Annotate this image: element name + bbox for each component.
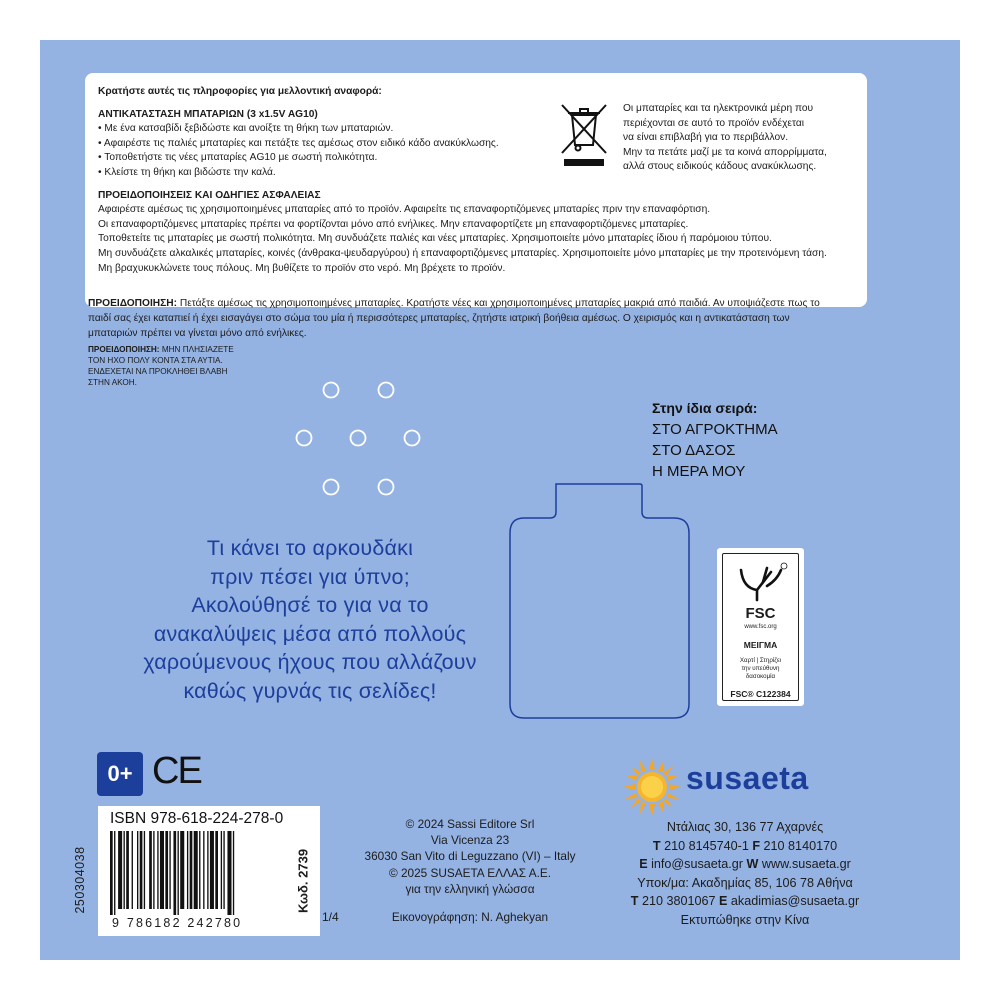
speaker-holes	[290, 380, 430, 500]
barcode-bar	[194, 831, 198, 909]
barcode-bar	[187, 831, 188, 909]
barcode-bar	[126, 831, 129, 909]
hearing-warning-line: ΣΤΗΝ ΑΚΟΗ.	[88, 378, 137, 387]
sound-module-outline	[508, 482, 691, 720]
barcode-bar	[114, 831, 115, 915]
side-code-text: 250304038	[73, 846, 87, 914]
book-description	[120, 534, 500, 705]
barcode-bar	[210, 831, 214, 909]
barcode-bar	[132, 831, 133, 909]
hearing-warning-line: ΜΗΝ ΠΛΗΣΙΑΖΕΤΕ	[159, 345, 234, 354]
fsc-tree-icon	[737, 562, 789, 602]
barcode-bar	[203, 831, 204, 909]
back-cover	[40, 40, 960, 960]
fsc-label	[717, 548, 804, 706]
battery-step: • Αφαιρέστε τις παλιές μπαταρίες και πετάξτε τες αμέσως στον ειδικό κάδο ανακύκλωσης.	[98, 137, 499, 149]
age-badge: 0+	[97, 752, 143, 796]
fsc-desc-line: Χαρτί | Στηρίζει	[739, 657, 782, 664]
battery-step: • Με ένα κατσαβίδι ξεβιδώστε και ανοίξτε τη θήκη των μπαταριών.	[98, 123, 394, 135]
description-line: καθώς γυρνάς τις σελίδες!	[183, 678, 437, 703]
barcode-bar	[221, 831, 222, 909]
warning-label: ΠΡΟΕΙΔΟΠΟΙΗΣΗ:	[88, 298, 178, 309]
hearing-warning-label: ΠΡΟΕΙΔΟΠΟΙΗΣΗ:	[88, 345, 160, 354]
fsc-mix: ΜΕΙΓΜΑ	[743, 640, 778, 650]
web-label: W	[746, 857, 759, 871]
barcode-panel	[98, 806, 320, 936]
copyright	[350, 816, 590, 897]
safety-title: ΠΡΟΕΙΔΟΠΟΙΗΣΕΙΣ ΚΑΙ ΟΔΗΓΙΕΣ ΑΣΦΑΛΕΙΑΣ	[98, 189, 321, 201]
branch-email: akadimias@susaeta.gr	[727, 894, 860, 908]
product-code-text: Κωδ. 2739	[295, 848, 311, 914]
barcode-bar	[160, 831, 164, 909]
barcode-bar	[223, 831, 224, 909]
branch-phone: 210 3801067	[638, 894, 720, 908]
crossed-bin-icon	[558, 101, 610, 167]
barcode-bar	[140, 831, 143, 909]
hearing-warning	[88, 344, 318, 388]
side-code	[70, 820, 90, 940]
barcode-bar	[165, 831, 168, 909]
recycle-notice	[623, 102, 835, 175]
email-label: E	[639, 857, 648, 871]
barcode-bar	[215, 831, 218, 909]
sun-logo-icon	[623, 758, 681, 816]
safety-line: Μη συνδυάζετε αλκαλικές μπαταρίες, κοινές (άνθρακα-ψευδαργύρου) ή επαναφορτιζόμενες μπαταρίες. Χρησιμοποιείτε μόνο μπαταρίες με την προτεινόμενη τάση.	[98, 247, 827, 259]
phone-line	[580, 837, 910, 856]
hearing-warning-line: ΤΟΝ ΗΧΟ ΠΟΛΥ ΚΟΝΤΑ ΣΤΑ ΑΥΤΙΑ.	[88, 356, 223, 365]
fax: 210 8140170	[760, 838, 838, 853]
fsc-code: FSC® C122384	[730, 689, 791, 699]
ce-mark: CE	[152, 750, 201, 792]
email: info@susaeta.gr	[647, 857, 747, 871]
website: www.susaeta.gr	[758, 857, 851, 871]
page-ratio: 1/4	[322, 910, 339, 924]
barcode-bar	[118, 831, 122, 909]
description-line: Τι κάνει το αρκουδάκι	[206, 536, 414, 560]
battery-step: • Τοποθετήστε τις νέες μπαταρίες AG10 με σωστή πολικότητα.	[98, 152, 378, 164]
copyright-line: Via Vicenza 23	[430, 833, 510, 848]
branch-line	[580, 892, 910, 911]
description-line: πριν πέσει για ύπνο;	[210, 564, 410, 589]
barcode	[106, 831, 286, 915]
battery-warning	[88, 296, 840, 341]
fsc-site: www.fsc.org	[744, 624, 777, 630]
recycle-line: Μην τα πετάτε μαζί με τα κοινά απορρίμματα,	[623, 146, 827, 158]
copyright-line: για την ελληνική γλώσσα	[405, 881, 535, 896]
branch-address: Υποκ/μα: Ακαδημίας 85, 106 78 Αθήνα	[637, 875, 853, 890]
barcode-bar	[233, 831, 234, 915]
barcode-bar	[190, 831, 193, 909]
safety-line: Οι επαναφορτιζόμενες μπαταρίες πρέπει να φορτίζονται μόνο από ενήλικες. Μην επαναφορτίζετε μη επαναφορτιζόμενες μπαταρίες.	[98, 218, 689, 230]
safety-line: Μη βραχυκυκλώνετε τους πόλους. Μη βυθίζετε το προϊόν στο νερό. Μη βρέχετε το προϊόν.	[98, 262, 506, 274]
warning-text: Πετάξτε αμέσως τις χρησιμοποιημένες μπαταρίες. Κρατήστε νέες και χρησιμοποιημένες μπαταρίες μακριά από παιδιά. Αν υποψιάζεστε πως το παιδί σας έχει καταπιεί ή έχει εισαγάγει στο σώμα του μία ή περισσότερες μπαταρίες, ζητήστε ιατρική βοήθεια αμέσως. Ο χειρισμός και η αντικατάσταση των μπαταριών πρέπει να γίνεται μόνο από ενήλικες.	[88, 298, 820, 339]
recycle-line: περιέχονται σε αυτό το προϊόν ενδέχεται	[623, 117, 804, 129]
description-line: ανακαλύψεις μέσα από πολλούς	[153, 621, 467, 646]
barcode-bar	[157, 831, 158, 909]
fsc-desc-line: την υπεύθυνη	[741, 665, 780, 672]
barcode-bar	[199, 831, 200, 909]
series-item: ΣΤΟ ΑΓΡΟΚΤΗΜΑ	[652, 421, 778, 438]
description-line: χαρούμενους ήχους που αλλάζουν	[143, 650, 477, 674]
safety-line: Αφαιρέστε αμέσως τις χρησιμοποιημένες μπαταρίες από το προϊόν. Αφαιρείτε τις επαναφορτιζόμενες μπαταρίες πριν την επαναφόρτιση.	[98, 204, 711, 216]
barcode-bar	[124, 831, 125, 909]
barcode-bar	[169, 831, 170, 909]
copyright-line: 36030 San Vito di Leguzzano (VI) – Italy	[364, 849, 576, 864]
fsc-desc-line: δασοκομία	[745, 673, 776, 680]
hearing-warning-line: ΕΝΔΕΧΕΤΑΙ ΝΑ ΠΡΟΚΛΗΘΕΙ ΒΛΑΒΗ	[88, 367, 228, 376]
fsc-frame	[722, 553, 799, 701]
battery-step: • Κλείστε τη θήκη και βιδώστε την καλά.	[98, 166, 276, 178]
series-list	[652, 398, 872, 482]
fsc-name: FSC	[745, 605, 776, 622]
publisher-logo: susaeta	[686, 760, 809, 796]
safety-line: Τοποθετείτε τις μπαταρίες με σωστή πολικότητα. Μη συνδυάζετε παλιές και νέες μπαταρίες. Χρησιμοποιείτε μόνο μπαταρίες ίδιου ή παρόμοιου τύπου.	[98, 233, 772, 245]
barcode-bar	[153, 831, 154, 909]
address: Ντάλιας 30, 136 77 Αχαρνές	[666, 820, 824, 834]
barcode-bar	[227, 831, 231, 915]
barcode-bar	[180, 831, 184, 909]
recycle-line: αλλά στους ειδικούς κάδους ανακύκλωσης.	[623, 161, 817, 173]
barcode-bar	[178, 831, 179, 915]
barcode-bar	[110, 831, 113, 915]
barcode-bar	[144, 831, 145, 909]
series-title: Στην ίδια σειρά:	[652, 400, 758, 416]
isbn: ISBN 978-618-224-278-0	[110, 810, 284, 827]
series-item: Η ΜΕΡΑ ΜΟΥ	[652, 463, 746, 480]
recycle-line: Οι μπαταρίες και τα ηλεκτρονικά μέρη που	[623, 103, 814, 114]
phone: 210 8145740-1	[660, 838, 753, 853]
fax-label: F	[752, 838, 761, 853]
series-item: ΣΤΟ ΔΑΣΟΣ	[652, 442, 736, 459]
phone-label: T	[652, 838, 661, 853]
keep-note: Κρατήστε αυτές τις πληροφορίες για μελλοντική αναφορά:	[98, 86, 382, 97]
copyright-line: © 2025 SUSAETA ΕΛΛΑΣ Α.Ε.	[388, 865, 552, 880]
illustrator-credit: Εικονογράφηση: N. Aghekyan	[391, 910, 549, 924]
branch-phone-label: T	[630, 894, 639, 908]
printed-in: Εκτυπώθηκε στην Κίνα	[680, 912, 810, 927]
barcode-bar	[207, 831, 208, 909]
description-line: Ακολούθησέ το για να το	[191, 593, 429, 617]
publisher-contact	[580, 818, 910, 929]
copyright-line: © 2024 Sassi Editore Srl	[405, 817, 535, 831]
barcode-digits: 9 786182 242780	[112, 916, 243, 930]
email-line	[580, 855, 910, 874]
barcode-bar	[173, 831, 176, 915]
battery-replacement-title: ΑΝΤΙΚΑΤΑΣΤΑΣΗ ΜΠΑΤΑΡΙΩΝ (3 x1.5V AG10)	[98, 108, 318, 120]
recycle-line: να είναι επιβλαβή για το περιβάλλον.	[623, 132, 789, 144]
barcode-bar	[149, 831, 152, 909]
battery-info-box	[85, 73, 867, 307]
barcode-bar	[137, 831, 138, 909]
fsc-description	[725, 657, 796, 681]
product-code	[288, 831, 318, 931]
branch-email-label: E	[719, 894, 728, 908]
